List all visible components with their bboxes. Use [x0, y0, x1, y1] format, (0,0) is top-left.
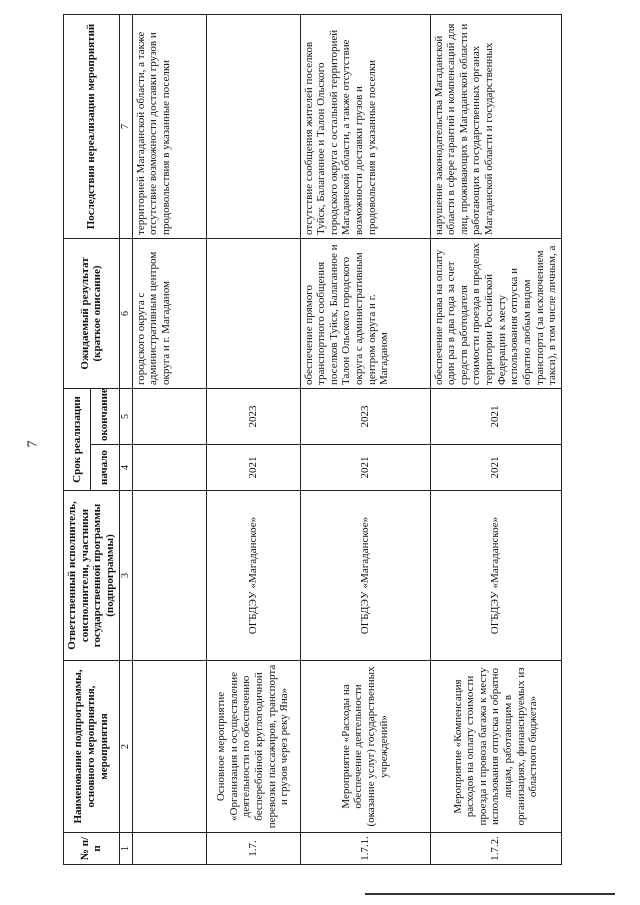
header-result: Ожидаемый результат (краткое описание) — [64, 238, 120, 388]
header-start: начало — [91, 445, 120, 491]
row-start: 2021 — [206, 445, 300, 491]
row-result: обеспечение права на оплату один раз в два года за счет средств работодателя стоимости проезда в пределах территории Российской Федерации к месту использования отпуска и обратно любым видом транспорта (за исключением такси), в том числе личным, а — [430, 238, 561, 388]
col-number: 6 — [119, 238, 132, 388]
col-number: 2 — [119, 661, 132, 833]
header-end: окончание — [91, 388, 120, 444]
header-num: № п/п — [64, 833, 120, 865]
row-executor: ОГБДЭУ «Магаданское» — [206, 491, 300, 661]
header-name: Наименование подпрограммы, основного мероприятия, мероприятия — [64, 661, 120, 833]
col-number: 1 — [119, 833, 132, 865]
page-number: 7 — [25, 440, 41, 448]
row-consequence: нарушение законодательства Магаданской области в сфере гарантий и компенсаций для лиц, проживающих в Магаданской области и работающих в государственных органах Магаданской области и государственных — [430, 14, 561, 238]
table-row — [430, 14, 561, 864]
row-executor — [132, 491, 206, 661]
row-end: 2023 — [206, 388, 300, 444]
measures-table — [63, 14, 562, 865]
row-result — [206, 238, 300, 388]
row-name — [132, 661, 206, 833]
row-consequence — [206, 14, 300, 238]
row-num: 1.7. — [206, 833, 300, 865]
col-number: 3 — [119, 491, 132, 661]
header-term: Срок реализации — [64, 388, 91, 490]
header-executor: Ответственный исполнитель, соисполнители, участники государственной программы (подпрограммы) — [64, 491, 120, 661]
row-name: Мероприятие «Компенсация расходов на оплату стоимости проезда и провоза багажа к месту использования отпуска и обратно лицам, работающим в организациях, финансируемых из областного бюджета» — [430, 661, 561, 833]
header-consequence: Последствия нереализации мероприятий — [64, 14, 120, 238]
row-num — [132, 833, 206, 865]
col-number: 4 — [119, 445, 132, 491]
row-num: 1.7.1. — [300, 833, 430, 865]
table-row — [300, 14, 430, 864]
row-start: 2021 — [430, 445, 561, 491]
row-executor: ОГБДЭУ «Магаданское» — [300, 491, 430, 661]
footer-rule — [365, 893, 615, 895]
row-num: 1.7.2. — [430, 833, 561, 865]
row-end — [132, 388, 206, 444]
row-result: городского округа с административным центром округа и г. Магаданом — [132, 238, 206, 388]
row-start: 2021 — [300, 445, 430, 491]
row-end: 2023 — [300, 388, 430, 444]
row-consequence: отсутствие сообщения жителей поселков Туйск, Балаганное и Талон Ольского городского округа с остальной территорией Магаданской области, а также отсутствие возможности доставки грузов и продовольствия в указанные поселки — [300, 14, 430, 238]
row-name: Основное мероприятие «Организация и осуществление деятельности по обеспечению бесперебойной круглогодичной перевозки пассажиров, транспорта и грузов через реку Яна» — [206, 661, 300, 833]
table-row — [132, 14, 206, 864]
row-executor: ОГБДЭУ «Магаданское» — [430, 491, 561, 661]
rotated-page — [63, 15, 588, 865]
row-start — [132, 445, 206, 491]
table-row — [206, 14, 300, 864]
col-number: 7 — [119, 14, 132, 238]
col-number: 5 — [119, 388, 132, 444]
row-consequence: территорией Магаданской области, а также отсутствие возможности доставки грузов и продовольствия в указанные поселки — [132, 14, 206, 238]
row-result: обеспечение прямого транспортного сообщения поселков Туйск, Балаганное и Талон Ольского городского округа с административным центром округа и г. Магаданом — [300, 238, 430, 388]
row-name: Мероприятие «Расходы на обеспечение деятельности (оказание услуг) государственных учреждений» — [300, 661, 430, 833]
row-end: 2021 — [430, 388, 561, 444]
